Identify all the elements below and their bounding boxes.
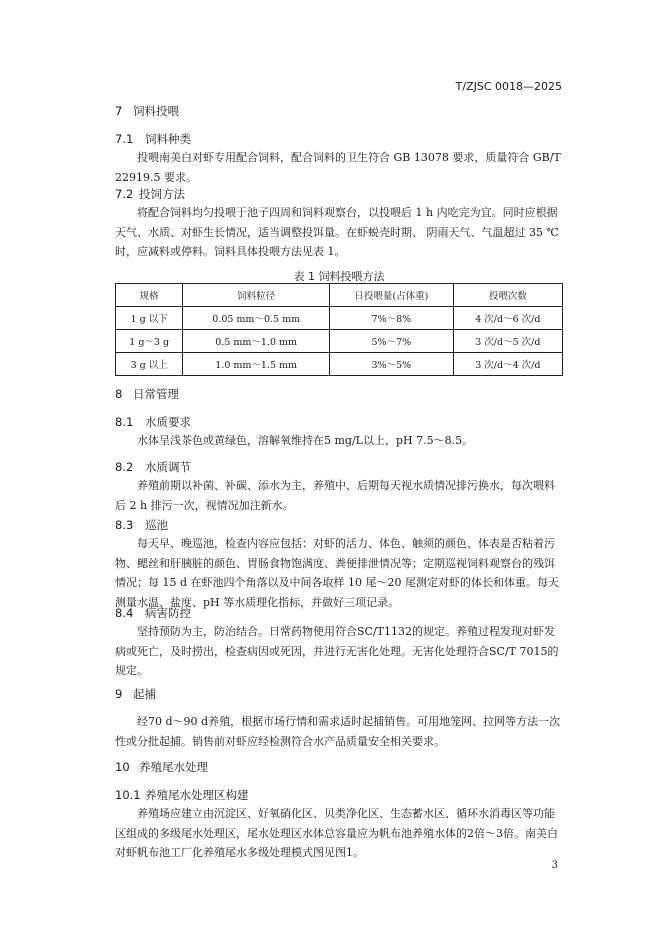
paragraph-patrol: 每天早、晚巡池，检查内容应包括：对虾的活力、体色、触须的颜色、体表是否粘着污物、鳃丝和肝胰脏的颜色、胃肠食物饱满度、粪便排泄情况等；定期巡视饲料观察台的残饵情况；每 15 d 在虾池四个角落以及中间各取样 10 尾～20 尾测定对虾的体长和体重。每天测量水温、盐度、pH 等水质理化指标，并做好三项记录。 bbox=[115, 537, 560, 609]
table-header-cell: 规格 bbox=[116, 284, 183, 307]
feeding-table bbox=[115, 283, 563, 376]
page-number: 3 bbox=[551, 860, 558, 871]
section-heading bbox=[115, 103, 179, 119]
section-title: 投饲方法 bbox=[139, 187, 185, 201]
section-title: 养殖尾水处理 bbox=[139, 760, 208, 774]
standard-code: T/ZJSC 0018—2025 bbox=[455, 80, 562, 93]
paragraph-tailwater: 养殖场应建立由沉淀区、好氧硝化区、贝类净化区、生态蓄水区、循环水消毒区等功能区组成的多级尾水处理区，尾水处理区水体总容量应为帆布池养殖水体的2倍～3倍。南美白对虾帆布池工厂化养殖尾水多级处理模式图见图1。 bbox=[115, 807, 558, 859]
section-number: 10 bbox=[115, 760, 130, 774]
table-header-cell: 饲料粒径 bbox=[183, 284, 330, 307]
paragraph-harvest: 经70 d～90 d养殖，根据市场行情和需求适时起捕销售。可用地笼网、拉网等方法一次性或分批起捕。销售前对虾应经检测符合水产品质量安全相关要求。 bbox=[115, 715, 561, 748]
table-cell: 1 g 以下 bbox=[116, 307, 183, 330]
table-row bbox=[116, 330, 563, 353]
section-number: 9 bbox=[115, 687, 123, 701]
section-title: 病害防控 bbox=[145, 606, 191, 620]
table-cell: 3%～5% bbox=[330, 353, 454, 376]
table-header-cell: 日投喂量(占体重) bbox=[330, 284, 454, 307]
section-number: 8.1 bbox=[115, 415, 134, 429]
section-title: 日常管理 bbox=[133, 387, 179, 401]
paragraph-water-adjust: 养殖前期以补菌、补碳、添水为主，养殖中、后期每天视水质情况排污换水，每次喂料后 2 h 排污一次，视情况加注新水。 bbox=[115, 479, 555, 512]
section-heading bbox=[115, 459, 191, 475]
section-number: 10.1 bbox=[115, 788, 141, 802]
paragraph-feed-method: 将配合饲料均匀投喂于池子四周和饲料观察台，以投喂后 1 h 内吃完为宜。同时应根据天气、水质、对虾生长情况，适当调整投饵量。在虾蜕壳时期、 阴雨天气、气温超过 35 ℃时，应减料或停料。饲料具体投喂方法见表 1。 bbox=[115, 206, 559, 258]
section-number: 8.3 bbox=[115, 518, 134, 532]
table-cell: 3 次/d～5 次/d bbox=[453, 330, 562, 353]
section-heading bbox=[115, 686, 156, 702]
table-row bbox=[116, 353, 563, 376]
section-heading bbox=[115, 386, 179, 402]
section-heading bbox=[115, 517, 168, 533]
table-cell: 7%～8% bbox=[330, 307, 454, 330]
section-number: 7.1 bbox=[115, 132, 134, 146]
section-heading bbox=[115, 759, 208, 775]
section-title: 起捕 bbox=[133, 687, 156, 701]
table-cell: 3 次/d～4 次/d bbox=[453, 353, 562, 376]
section-heading bbox=[115, 414, 191, 430]
section-number: 8 bbox=[115, 387, 123, 401]
section-heading bbox=[115, 787, 249, 803]
section-title: 水质调节 bbox=[145, 460, 191, 474]
table-cell: 1 g～3 g bbox=[116, 330, 183, 353]
table-cell: 4 次/d～6 次/d bbox=[453, 307, 562, 330]
table-header-row bbox=[116, 284, 563, 307]
table-cell: 0.05 mm～0.5 mm bbox=[183, 307, 330, 330]
table-caption: 表 1 饲料投喂方法 bbox=[293, 270, 385, 283]
section-title: 饲料投喂 bbox=[133, 104, 179, 118]
section-title: 养殖尾水处理区构建 bbox=[145, 788, 249, 802]
section-number: 7 bbox=[115, 104, 123, 118]
table-header-cell: 投喂次数 bbox=[453, 284, 562, 307]
section-heading bbox=[115, 605, 191, 621]
table-cell: 0.5 mm～1.0 mm bbox=[183, 330, 330, 353]
section-title: 饲料种类 bbox=[145, 132, 191, 146]
section-number: 7.2 bbox=[115, 187, 134, 201]
section-number: 8.4 bbox=[115, 606, 134, 620]
section-heading bbox=[115, 186, 185, 202]
section-title: 水质要求 bbox=[145, 415, 191, 429]
table-cell: 5%～7% bbox=[330, 330, 454, 353]
paragraph-feed-type: 投喂南美白对虾专用配合饲料，配合饲料的卫生符合 GB 13078 要求，质量符合 GB/T 22919.5 要求。 bbox=[115, 151, 561, 184]
section-title: 巡池 bbox=[145, 518, 168, 532]
section-number: 8.2 bbox=[115, 460, 134, 474]
paragraph-disease: 坚持预防为主，防治结合。日常药物使用符合SC/T1132的规定。养殖过程发现对虾发病或死亡，及时捞出，检查病因或死因，并进行无害化处理。无害化处理符合SC/T 7015的规定。 bbox=[115, 625, 559, 677]
table-cell: 1.0 mm～1.5 mm bbox=[183, 353, 330, 376]
table-row bbox=[116, 307, 563, 330]
paragraph-water-quality: 水体呈浅茶色或黄绿色，溶解氧维持在5 mg/L以上，pH 7.5～8.5。 bbox=[137, 434, 474, 447]
section-heading bbox=[115, 131, 191, 147]
table-cell: 3 g 以上 bbox=[116, 353, 183, 376]
